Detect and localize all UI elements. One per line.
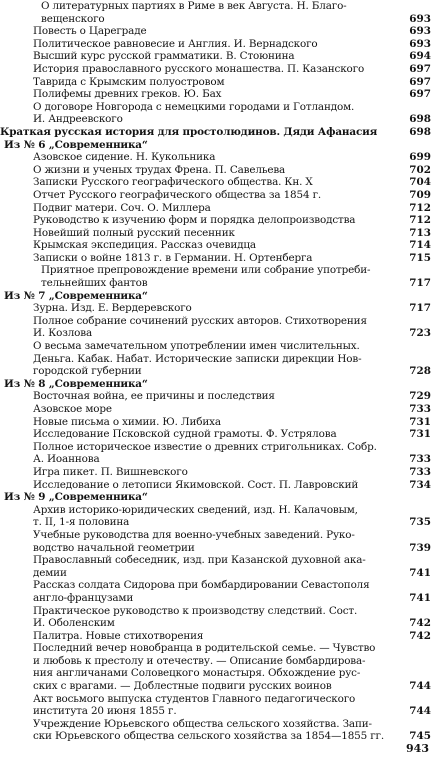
entry-page-number: 702 [409,163,431,176]
entry-page-number: 729 [409,390,431,403]
toc-entry [0,479,441,492]
toc-entry [0,176,441,189]
entry-page-number: 709 [409,188,431,201]
toc-entry [0,252,441,265]
entry-title: Приятное препровождение времени или собрание употреби- [41,264,371,277]
entry-title: Подвиг матери. Соч. О. Миллера [33,201,211,214]
entry-title: демии [33,566,67,579]
toc-entry [0,277,441,290]
toc-entry [0,416,441,429]
toc-entry [0,164,441,177]
toc-entry [0,264,441,277]
toc-entry [0,340,441,353]
toc-entry [0,718,441,731]
toc-entry [0,113,441,126]
entry-title: Православный собеседник, изд. при Казанской духовной ака- [33,554,366,567]
entry-page-number: 697 [409,88,431,101]
entry-title: т. II, 1-я половина [33,516,130,529]
toc-entry [0,655,441,668]
toc-entry [0,353,441,366]
toc-entry [0,617,441,630]
entry-title: Азовское сидение. Н. Кукольника [33,151,216,164]
entry-title: Рассказ солдата Сидорова при бомбардировании Севастополя [33,579,370,592]
section-heading [0,491,441,504]
section-heading-text: Из № 9 „Современника“ [4,491,148,504]
entry-title: Зурна. Изд. Е. Вердеревского [33,302,192,315]
toc-entry [0,428,441,441]
section-heading [0,378,441,391]
entry-title: Новейший полный русский песенник [33,226,235,239]
toc-entry [0,126,441,139]
toc-entry [0,302,441,315]
entry-title: Краткая русская история для простолюдинов. Дяди Афанасия [0,125,378,138]
entry-page-number: 699 [409,151,431,164]
entry-title: водство начальной геометрии [33,541,195,554]
entry-page-number: 717 [409,277,431,290]
entry-title: Руководство к изучению форм и порядка делопроизводства [33,214,356,227]
entry-page-number: 742 [409,617,431,630]
entry-page-number: 698 [409,113,431,126]
toc-entry [0,642,441,655]
entry-title: тельнейших фантов [41,277,148,290]
entry-page-number: 741 [409,566,431,579]
entry-page-number: 734 [409,478,431,491]
toc-entry [0,227,441,240]
entry-title: А. Иоаннова [33,453,100,466]
entry-title: Акт восьмого выпуска студентов Главного педагогического [33,692,356,705]
toc-entry [0,50,441,63]
entry-title: История православного русского монашества. П. Казанского [33,62,365,75]
entry-title: И. Андреевского [33,113,123,126]
entry-page-number: 731 [409,428,431,441]
entry-page-number: 745 [409,730,431,743]
entry-page-number: 744 [409,705,431,718]
entry-page-number: 744 [409,680,431,693]
entry-title: вещенского [41,12,105,25]
toc-entry [0,63,441,76]
toc-entry [0,214,441,227]
toc-entry [0,693,441,706]
entry-title: Записки о войне 1813 г. в Германии. Н. Ортенберга [33,251,313,264]
toc-entry [0,680,441,693]
toc-entry [0,554,441,567]
section-heading-text: Из № 8 „Современника“ [4,377,148,390]
entry-title: Исследование Псковской судной грамоты. Ф. Устрялова [33,428,337,441]
toc-entry [0,605,441,618]
toc-entry [0,403,441,416]
section-heading [0,290,441,303]
toc-entry [0,315,441,328]
entry-title: Полное собрание сочинений русских авторов. Стихотворения [33,314,367,327]
entry-title: Повесть о Цареграде [33,25,147,38]
entry-title: О жизни и ученых трудах Френа. П. Савельева [33,163,286,176]
entry-title: Палитра. Новые стихотворения [33,629,204,642]
toc-entry [0,730,441,743]
entry-title: Полифемы древних греков. Ю. Бах [33,88,222,101]
toc-entry [0,327,441,340]
entry-title: Таврида с Крымским полуостровом [33,75,225,88]
entry-title: Полное историческое известие о древних стригольниках. Собр. [33,440,377,453]
entry-page-number: 715 [409,251,431,264]
toc-entry [0,101,441,114]
toc-entry [0,189,441,202]
toc-entry [0,0,441,13]
entry-title: Игра пикет. П. Вишневского [33,465,188,478]
entry-title: ских с врагами. — Доблестные подвиги русских воинов [33,680,332,693]
toc-entry [0,705,441,718]
entry-title: И. Козлова [33,327,93,340]
toc-entry [0,13,441,26]
entry-title: Деньга. Кабак. Набат. Исторические записки дирекции Нов- [33,352,362,365]
entry-title: Записки Русского географического общества. Кн. X [33,176,313,189]
toc-entry [0,88,441,101]
entry-page-number: 693 [409,25,431,38]
entry-page-number: 698 [409,125,431,138]
entry-page-number: 735 [409,516,431,529]
entry-page-number: 693 [409,12,431,25]
entry-page-number: 733 [409,453,431,466]
toc-entry [0,567,441,580]
toc-entry [0,504,441,517]
toc-entry [0,239,441,252]
toc-entry [0,592,441,605]
entry-title: Крымская экспедиция. Рассказ очевидца [33,239,256,252]
entry-page-number: 723 [409,327,431,340]
entry-title: городской губернии [33,365,142,378]
toc-entry [0,441,441,454]
toc-entry [0,453,441,466]
toc-entry [0,151,441,164]
page-number: 943 [406,742,429,755]
entry-title: Исследование о летописи Якимовской. Сост. П. Лавровский [33,478,359,491]
entry-title: О весьма замечательном употреблении имен числительных. [33,340,360,353]
entry-title: Архив историко-юридических сведений, изд. Н. Калачовым, [33,503,358,516]
entry-title: Учреждение Юрьевского общества сельского хозяйства. Запи- [33,717,372,730]
entry-title: института 20 июня 1855 г. [33,705,177,718]
entry-page-number: 697 [409,75,431,88]
toc-entry [0,542,441,555]
entry-title: Новые письма о химии. Ю. Либиха [33,415,221,428]
entry-page-number: 712 [409,214,431,227]
section-heading [0,139,441,152]
entry-page-number: 731 [409,415,431,428]
toc-entry [0,365,441,378]
entry-page-number: 717 [409,302,431,315]
entry-page-number: 714 [409,239,431,252]
entry-title: О договоре Новгорода с немецкими городами и Готландом. [33,100,355,113]
entry-title: Учебные руководства для военно-учебных заведений. Руко- [33,528,355,541]
entry-title: Высший курс русской грамматики. В. Стоюнина [33,50,295,63]
entry-page-number: 693 [409,37,431,50]
toc-entry [0,529,441,542]
section-heading-text: Из № 6 „Современника“ [4,138,148,151]
entry-page-number: 742 [409,629,431,642]
toc-entry [0,390,441,403]
entry-title: ски Юрьевского общества сельского хозяйства за 1854—1855 гг. [33,730,384,743]
section-heading-text: Из № 7 „Современника“ [4,289,148,302]
toc-entry [0,76,441,89]
entry-page-number: 733 [409,403,431,415]
entry-title: Восточная война, ее причины и последствия [33,390,275,403]
toc-entry [0,667,441,680]
toc-entry [0,630,441,643]
entry-title: Практическое руководство к производству следствий. Сост. [33,604,358,617]
entry-page-number: 697 [409,62,431,75]
toc-entry [0,25,441,38]
entry-title: Отчет Русского географического общества за 1854 г. [33,188,322,201]
entry-page-number: 741 [409,591,431,604]
entry-page-number: 694 [409,50,431,63]
toc-entry [0,579,441,592]
entry-page-number: 728 [409,365,431,378]
entry-page-number: 713 [409,226,431,239]
entry-title: и любовь к престолу и отечеству. — Описание бомбардирова- [33,654,366,667]
toc-entry [0,516,441,529]
entry-title: И. Оболенским [33,617,115,630]
entry-title: ния англичанами Соловецкого монастыря. Обхождение рус- [33,667,361,680]
entry-page-number: 739 [409,541,431,554]
entry-title: Азовское море [33,403,112,415]
entry-title: Последний вечер новобранца в родительской семье. — Чувство [33,642,376,655]
entry-page-number: 733 [409,465,431,478]
toc-entry [0,38,441,51]
entry-title: О литературных партиях в Риме в век Августа. Н. Благо- [41,0,347,12]
entry-page-number: 704 [409,176,431,189]
toc-entry [0,202,441,215]
entry-title: англо-французами [33,591,134,604]
entry-page-number: 712 [409,201,431,214]
toc-entry [0,466,441,479]
entry-title: Политическое равновесие и Англия. И. Вернадского [33,37,318,50]
